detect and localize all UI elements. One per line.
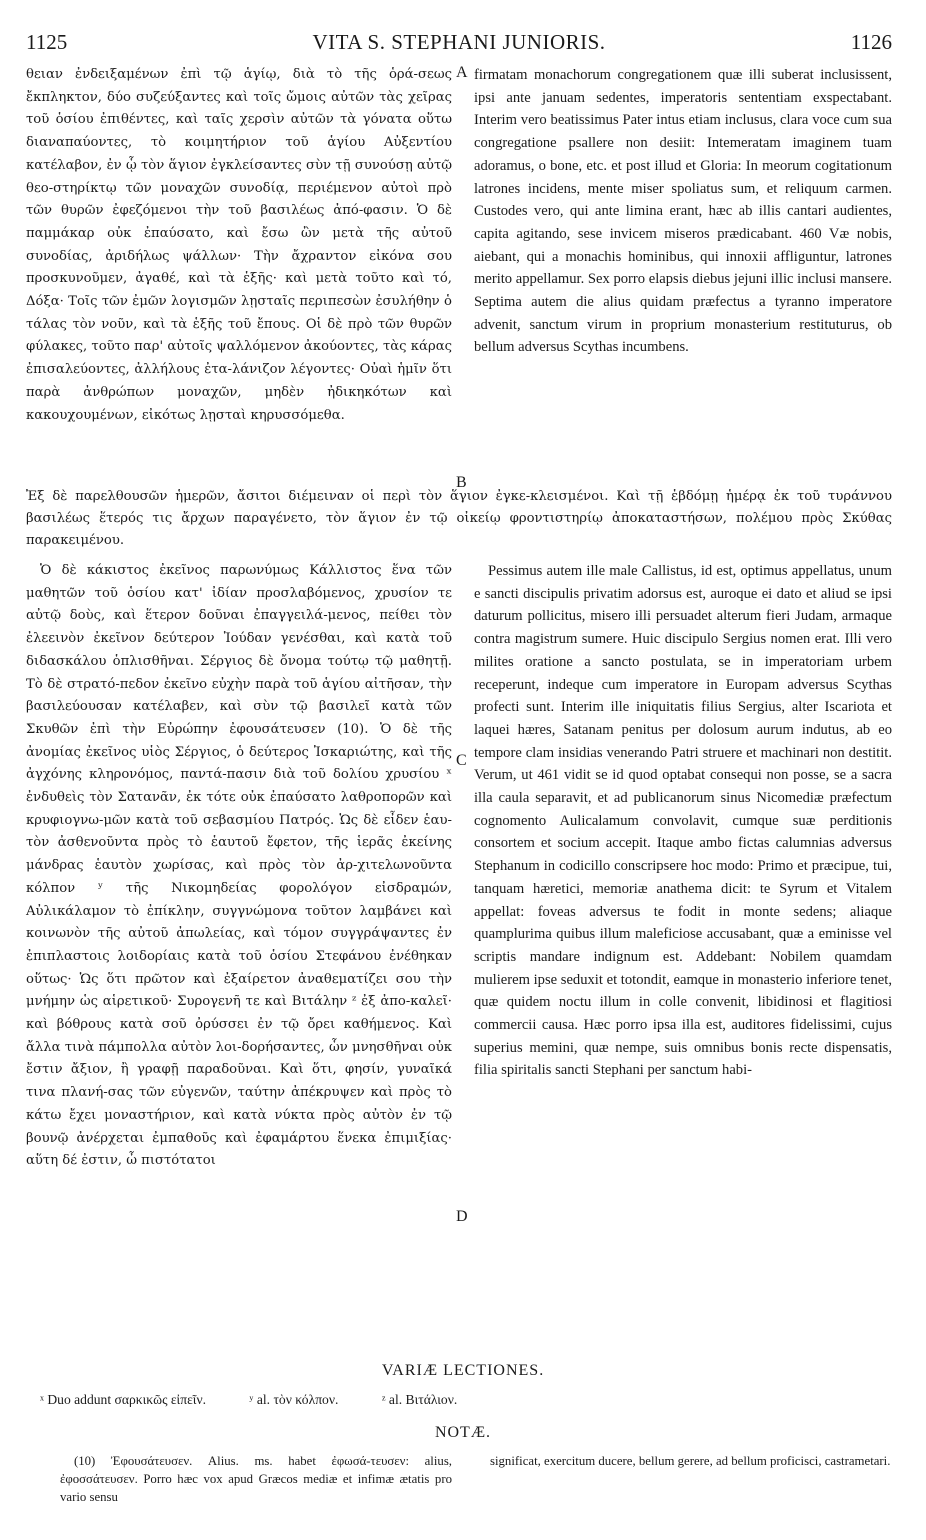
variae-lectiones-heading: VARIÆ LECTIONES.	[381, 1362, 545, 1379]
page-number-left: 1125	[26, 30, 68, 54]
variant-item: ᶻ al. Βιτάλιον.	[381, 1392, 458, 1407]
running-title: VITA S. STEPHANI JUNIORIS.	[312, 30, 606, 54]
greek-paragraph: Ὁ δὲ κάκιστος ἐκεῖνος παρωνύμως Κάλλιστος ἕνα τῶν μαθητῶν τοῦ ὁσίου κατ' ἰδίαν προσλαβόμενος, χρυσίον τε αὐτῷ δοὺς, καὶ ἕτερον δοῦναι ἐπαγγειλά-μενος, πείθει τὸν ἐλεεινὸν ἐκεῖνον δεύτερον Ἰούδαν γενέσθαι, καὶ κατὰ τοῦ διδασκάλου ὁπλισθῆναι. Σέργιος δὲ ὄνομα τούτῳ τῷ μαθητῇ. Τὸ δὲ στρατό-πεδον ἐκεῖνο εὐχὴν παρὰ τοῦ ἁγίου αἰτῆσαν, τὴν βασιλεύουσαν κατέλαβεν, καὶ σὺν τῷ βασιλεῖ κατὰ τῶν Σκυθῶν ἐπὶ τὴν Εὐρώπην ἐφουσάτευσεν (10). Ὁ δὲ τῆς ἀνομίας ἐκεῖνος υἱὸς Σέργιος, ὁ δεύτερος Ἰσκαριώτης, καὶ τῆς ἀγχόνης κληρονόμος, παντά-πασιν διὰ τοῦ δολίου χρυσίου ˣ ἐνδυθεὶς τὸν Σατανᾶν, ἐκ τότε οὐκ ἐπαύσατο λαθροπορῶν καὶ κρυφιογνω-μῶν κατὰ τοῦ σεβασμίου Πατρός. Ὡς δὲ εἶδεν ἑαυ-τὸν ἀσθενοῦντα πρὸς τὸ ἑαυτοῦ ἔφετον, τῆς ἱερᾶς ἐκείνης μάνδρας ἑαυτὸν χωρίσας, καὶ πρὸς τὸν ἀρ-χιτελωνοῦντα κόλπον ʸ τῆς Νικομηδείας φορολόγον εἰσδραμών, Αὐλικάλαμον τὸ ἐπίκλην, συγγνώμονα τοῦτον λαμβάνει καὶ κοινωνὸν τῆς αὐτοῦ ἀπωλείας, καὶ τόμον συγγράψαντες ἐν ἐπιπλαστοις λοιδορίαις κατὰ τοῦ ὁσίου Στεφάνου ἐνέθηκαν οὕτως· Ὡς ὅτι πρῶτον καὶ ἐξαίρετον ἀναθεματίζει σου τὴν μνήμην ὡς αἱρετικοῦ· Συρογενῆ τε καὶ Βιτάλην ᶻ ἐξ ἀπο-καλεῖ· καὶ βόθρους κατὰ σοῦ ὀρύσσει ἐν τῷ ὄρει καθήμενος. Καὶ ἄλλα τινὰ πάμπολλα αὐτὸν λοι-δορήσαντες, ὧν μνησθῆναι οὐκ ἔστιν ἄξιον, ἢ γραφῇ παραδοῦναι. Καὶ ὅτι, φησίν, γυναῖκά τινα πλανή-σας τῶν εὐγενῶν, ταύτην ἀπέκρυψεν καὶ πρὸς τὸ κάτω ἔχει μοναστήριον, καὶ κατὰ νύκτα πρὸς αὐτὸν ἐν τῷ βουνῷ ἀνέρχεται ἐμπαθοῦς καὶ ἐφαμάρτου ἕνεκα ἐπιμιξίας· αὕτη δέ ἐστιν, ὦ πιστότατοι	[26, 563, 452, 1169]
page-number-right: 1126	[850, 30, 892, 54]
latin-column-upper	[474, 64, 892, 359]
variae-lectiones-list	[40, 1392, 900, 1408]
greek-paragraph: θειαν ἐνδειξαμένων ἐπὶ τῷ ἁγίῳ, διὰ τὸ τῆς ὁρά-σεως ἔκπληκτον, δύο συζεύξαντες καὶ τοῖς ὤμοις αὐτῶν τὰς χεῖρας τοῦ ὁσίου ἐπιθέντες, καὶ ταῖς χερσὶν αὐτῶν τὰ γόνατα οὕτω διαναπαύοντες, τὸ κοιμητήριον τοῦ ἁγίου Αὐξεντίου κατέλαβον, ἐν ᾧ τὸν ἅγιον ἐγκλείσαντες σὺν τῇ συνούσῃ αὐτῷ θεο-στηρίκτῳ τῶν μοναχῶν συνοδίᾳ, περιέμενον αὐτοὶ πρὸ τῶν θυρῶν ἐφεζόμενοι τὴν τοῦ βασιλέως ἀπό-φασιν. Ὁ δὲ παμμάκαρ οὐκ ἐπαύσατο, καὶ ἔσω ὢν μετὰ τῆς αὐτοῦ συνοδίας, ἀριδήλως ψάλλων· Τὴν ἄχραντον εἰκόνα σου προσκυνοῦμεν, ἀγαθέ, καὶ τὰ ἑξῆς· καὶ μετὰ τοῦτο καὶ τό, Δόξα· Τοῖς τῶν ἐμῶν λογισμῶν λῃσταῖς περιπεσὼν ἐσυλήθην ὁ τάλας τὸν νοῦν, καὶ τὰ ἑξῆς τοῦ ἔπους. Οἱ δὲ πρὸ τῶν θυρῶν φύλακες, τοῦτο παρ' αὐτοῖς ψαλλόμενον ἀκούοντες, τὰς κάρας ἐπισαλεύοντες, ἀλλήλους ἐτα-λάνιζον λέγοντες· Οὐαὶ ἡμῖν ὅτι παρὰ ἀνθρώπων μοναχῶν, μηδὲν ἠδικηκότων καὶ κακουχουμένων, εἰκότως λῃσταὶ κηρυσσόμεθα.	[26, 67, 452, 423]
margin-marker-b: B	[456, 474, 467, 491]
variant-item: ˣ Duo addunt σαρκικῶς εἰπεῖν.	[40, 1392, 206, 1407]
latin-column-lower	[474, 560, 892, 1082]
margin-marker-d: D	[456, 1208, 468, 1225]
greek-column-upper	[26, 64, 452, 427]
page-header	[26, 30, 892, 56]
margin-marker-c: C	[456, 752, 467, 769]
greek-wide-continuation	[26, 486, 892, 552]
greek-column-lower	[26, 560, 452, 1173]
latin-paragraph: Pessimus autem ille male Callistus, id est, optimus appellatus, unum e sancti discipulis privatim adorsus est, auroque ei dato et aliud se ipsi daturum pollicitus, misero illi persuadet alterum fieri Judam, armaque contra magistrum sumere. Huic discipulo Sergius nomen erat. Illi vero milites oratione a sancto postulata, se in imperatoriam urbem receperunt, indeque cum imperatore in Europam adversus Scythas profecti sunt. Interim ille iniquitatis filius Sergius, alter Iscariota et laquei hæres, Satanam penitus per dolosum aurum indutus, ab eo tempore clam insidias venerando Patri struere et machinari non destitit. Verum, ut 461 vidit se id quod optabat consequi non posse, se a sacra illa caula separavit, et ad publicanorum sinus Nicomediæ præfectum cognomento Aulicalamum convolavit, cumque suæ perditionis consortem et socium accepit. Itaque ambo fictas calumnias adversus Stephanum in codicillo conscripsere hoc modo: Primo et præcipue, tui, tanquam hæretici, memoriæ anathema dicit: te Syrum et Vitalem appellat: foveas adversus te fodit in monte sedens; aliaque quamplurima quibus illum maleficiose accusabant, quæ a eminisse vel scriptis mandare indignum est. Addebant: Nobilem quamdam mulierem ipse seduxit et totondit, eamque in monasterio inferiore tenet, quæ quidem noctu illum in colle convenit, libidinosi et flagitiosi commercii causa. Hæc porro ipsa illa est, auditores fidelissimi, cujus superius memini, quæ nempe, suis omnibus bonis recte dispensatis, filia spiritalis sancti Stephani per sanctum habi-	[474, 563, 892, 1079]
variant-item: ʸ al. τὸν κόλπον.	[249, 1392, 339, 1407]
margin-marker-a: A	[456, 64, 468, 81]
notae-heading: NOTÆ.	[434, 1424, 492, 1441]
note-right: significat, exercitum ducere, bellum gerere, ad bellum proficisci, castrametari.	[490, 1454, 891, 1468]
greek-wide-text: Ἐξ δὲ παρελθουσῶν ἡμερῶν, ἄσιτοι διέμειναν οἱ περὶ τὸν ἅγιον ἐγκε-κλεισμένοι. Καὶ τῇ ἑβδόμῃ ἡμέρᾳ ἐκ τοῦ τυράννου βασιλέως ἕτερός τις ἄρχων παραγένετο, τὸν ἅγιον ἐν τῷ οἰκείῳ φροντιστηρίῳ ἀποκαταστήσων, πολέμου πρὸς Σκύθας παρακειμένου.	[26, 489, 892, 548]
note-left: (10) Ἐφουσάτευσεν. Alius. ms. habet ἐφωσά-τευσεν: alius, ἐφοσσάτευσεν. Porro hæc vox apud Græcos mediæ et infimæ ætatis pro vario sensu	[60, 1454, 452, 1504]
latin-paragraph: firmatam monachorum congregationem quæ illi suberat inclusissent, ipsi ante januam sedentes, imperatoris sententiam exspectabant. Interim vero beatissimus Pater intus etiam inclusus, clara voce cum sua congregatione psallere non desiit: Intemeratam imaginem tuam adoramus, o bone, etc. et post illud et Gloria: In meorum cogitationum latrones incidens, mente miser spoliatus sum, et reliquum carmen. Custodes vero, qui ante limina erant, hæc ab illis cantari audientes, capita agitando, sese invicem miseros prædicabant. 460 Væ nobis, aiebant, qui a monachis hominibus, qui innoxii affliguntur, latrones merito appellamur. Sex porro elapsis diebus jejuni illic inclusi mansere. Septima autem die alius quidam præfectus a tyranno imperatore advenit, sanctum virum in proprium monasterium restituturus, ob bellum adversus Scythas incumbens.	[474, 67, 892, 356]
